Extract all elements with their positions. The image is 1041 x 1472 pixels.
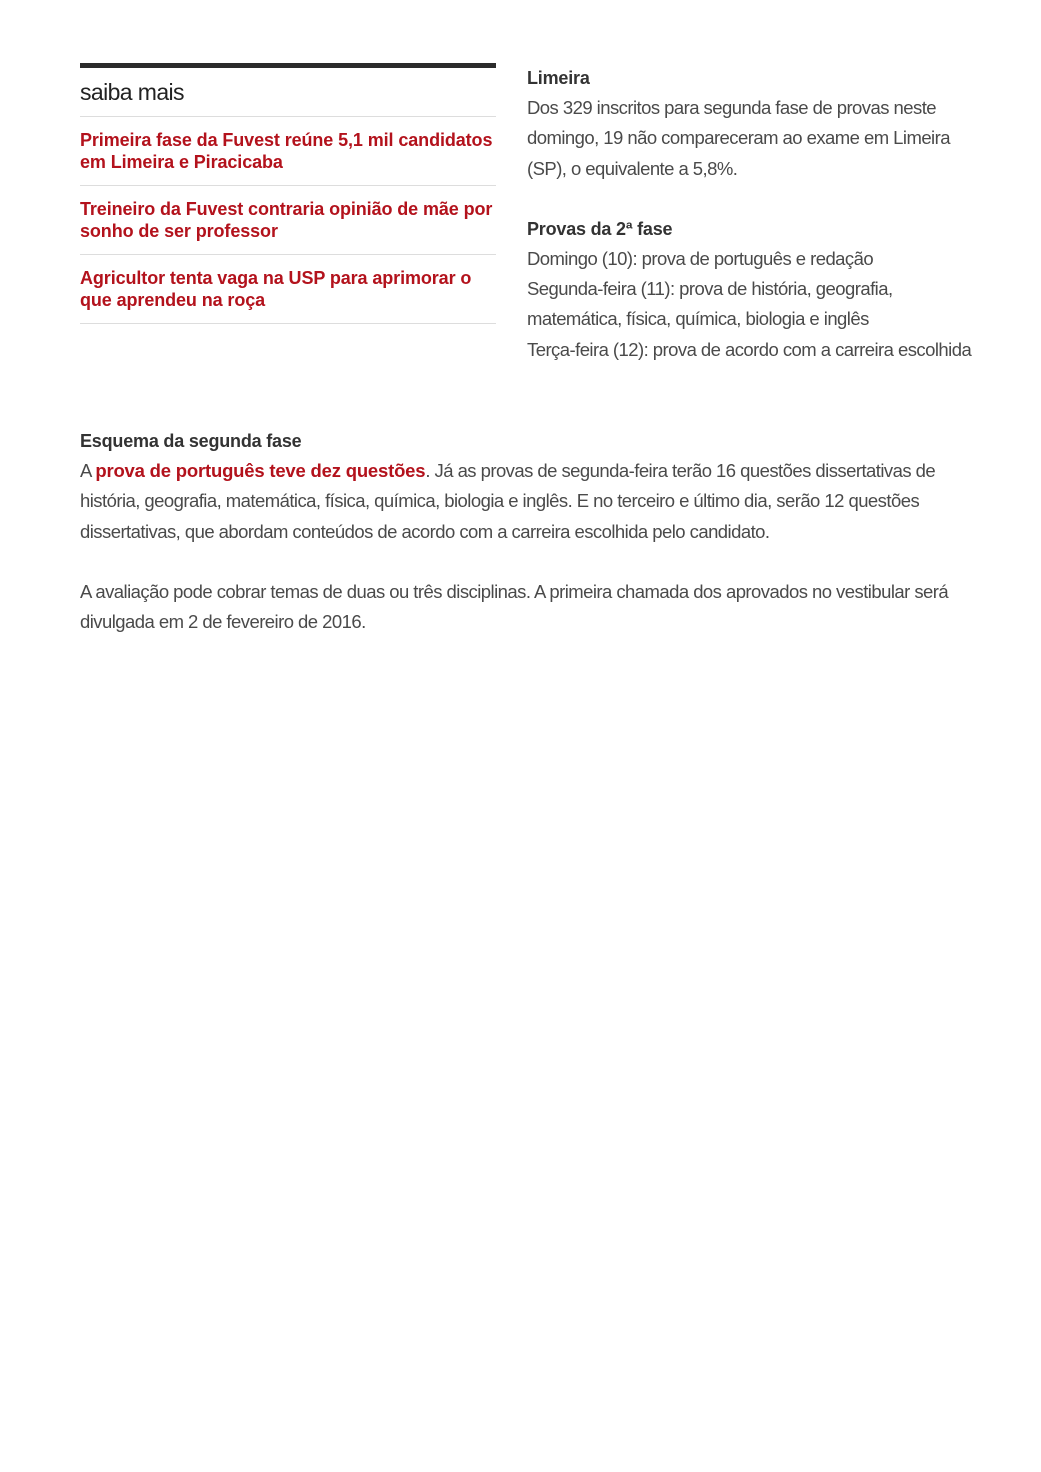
saiba-mais-title: saiba mais <box>80 68 496 117</box>
right-column <box>527 63 987 365</box>
article-page <box>80 63 980 633</box>
esquema-section <box>80 426 980 637</box>
top-row <box>80 63 980 413</box>
esquema-p1-start: A <box>80 460 96 481</box>
esquema-paragraph-1 <box>80 456 980 547</box>
saiba-mais-box <box>80 63 496 324</box>
limeira-heading: Limeira <box>527 68 590 88</box>
saiba-mais-link-1[interactable]: Primeira fase da Fuvest reúne 5,1 mil candidatos em Limeira e Piracicaba <box>80 117 496 186</box>
saiba-mais-link-2[interactable]: Treineiro da Fuvest contraria opinião de mãe por sonho de ser professor <box>80 186 496 255</box>
limeira-text: Dos 329 inscritos para segunda fase de provas neste domingo, 19 não compareceram ao exame em Limeira (SP), o equivalente a 5,8%. <box>527 97 950 179</box>
spacer <box>80 547 980 577</box>
provas-line-3: Terça-feira (12): prova de acordo com a carreira escolhida <box>527 338 972 360</box>
provas-line-2: Segunda-feira (11): prova de história, geografia, matemática, física, química, biologia e inglês <box>527 278 893 330</box>
saiba-mais-link-3[interactable]: Agricultor tenta vaga na USP para aprimorar o que aprendeu na roça <box>80 255 496 324</box>
provas-heading: Provas da 2ª fase <box>527 218 673 239</box>
spacer <box>527 184 987 214</box>
esquema-heading: Esquema da segunda fase <box>80 431 302 451</box>
esquema-paragraph-2: A avaliação pode cobrar temas de duas ou três disciplinas. A primeira chamada dos aprovados no vestibular será divulgada em 2 de fevereiro de 2016. <box>80 580 949 633</box>
provas-line-1: Domingo (10): prova de português e redação <box>527 247 874 269</box>
esquema-p1-rest: . Já as provas de segunda-feira terão 16 questões dissertativas de história, geografia, matemática, física, química, biologia e inglês. E no terceiro e último dia, serão 12 questões dissertativas, que abordam conteúdos de acordo com a carreira escolhida pelo candidato. <box>80 460 936 542</box>
prova-portugues-link[interactable]: prova de português teve dez questões <box>95 460 426 481</box>
